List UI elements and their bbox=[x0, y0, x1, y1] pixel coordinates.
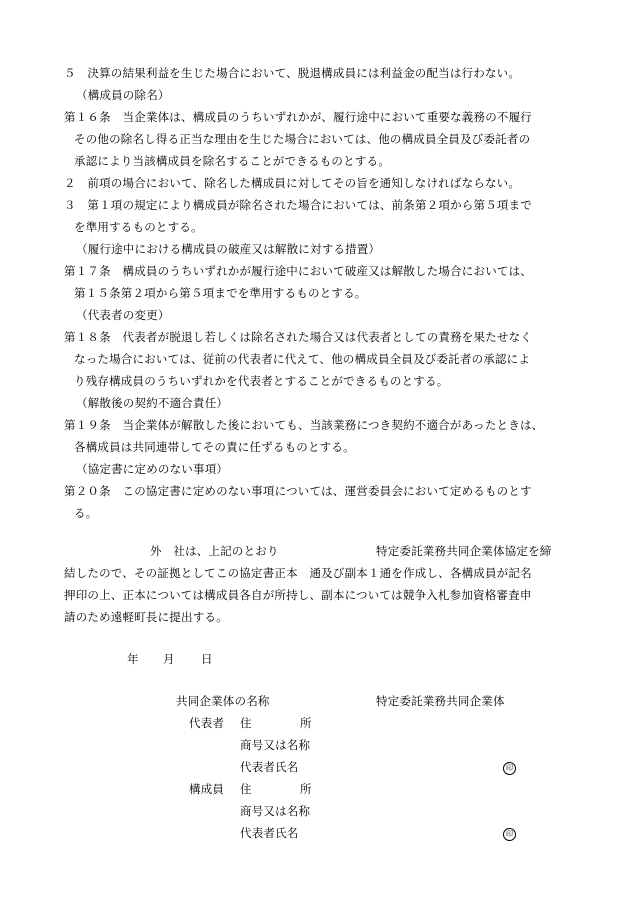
heading-article-16: （構成員の除名） bbox=[76, 88, 170, 102]
member-name-label: 代表者氏名 bbox=[240, 826, 299, 840]
member-address-label-b: 所 bbox=[300, 782, 312, 796]
date-day: 日 bbox=[201, 652, 213, 666]
representative-address-label-b: 所 bbox=[300, 716, 312, 730]
closing-line-3: 押印の上、正本については構成員各自が所持し、副本については競争入札参加資格審査申 bbox=[64, 588, 532, 602]
article-16-clause-3-line-2: を準用するものとする。 bbox=[74, 220, 203, 234]
article-18-line-3: り残存構成員のうちいずれかを代表者とすることができるものとする。 bbox=[74, 374, 449, 388]
article-16-line-1: 第１６条 当企業体は、構成員のうちいずれかが、履行途中において重要な義務の不履行 bbox=[64, 110, 532, 124]
heading-article-20: （協定書に定めのない事項） bbox=[76, 462, 229, 476]
closing-line-1a: 外 社は、上記のとおり bbox=[150, 544, 279, 558]
article-17-line-1: 第１７条 構成員のうちいずれかが履行途中において破産又は解散した場合においては、 bbox=[64, 264, 532, 278]
heading-article-18: （代表者の変更） bbox=[76, 308, 170, 322]
closing-line-4: 請のため遠軽町長に提出する。 bbox=[64, 610, 228, 624]
jv-name-label: 共同企業体の名称 bbox=[176, 694, 270, 708]
closing-line-1b: 特定委託業務共同企業体協定を締 bbox=[376, 544, 552, 558]
article-19-line-2: 各構成員は共同連帯してその責に任ずるものとする。 bbox=[74, 440, 355, 454]
article-20-line-2: る。 bbox=[74, 506, 98, 520]
heading-article-19: （解散後の契約不適合責任） bbox=[76, 396, 229, 410]
article-16-clause-2: ２ 前項の場合において、除名した構成員に対してその旨を通知しなければならない。 bbox=[64, 176, 521, 190]
article-18-line-2: なった場合においては、従前の代表者に代えて、他の構成員全員及び委託者の承認によ bbox=[74, 352, 531, 366]
member-company-label: 商号又は名称 bbox=[240, 804, 311, 818]
jv-name-value: 特定委託業務共同企業体 bbox=[376, 694, 505, 708]
article-16-line-3: 承認により当該構成員を除名することができるものとする。 bbox=[74, 154, 390, 168]
date-month: 月 bbox=[163, 652, 175, 666]
representative-seal-mark: 印 bbox=[503, 762, 516, 775]
date-year: 年 bbox=[127, 652, 139, 666]
representative-label: 代表者 bbox=[189, 716, 225, 730]
article-16-clause-3-line-1: ３ 第１項の規定により構成員が除名された場合においては、前条第２項から第５項まで bbox=[64, 198, 532, 212]
clause-5: ５ 決算の結果利益を生じた場合において、脱退構成員には利益金の配当は行わない。 bbox=[64, 66, 521, 80]
representative-company-label: 商号又は名称 bbox=[240, 738, 311, 752]
article-18-line-1: 第１８条 代表者が脱退し若しくは除名された場合又は代表者としての責務を果たせなく bbox=[64, 330, 532, 344]
article-16-line-2: その他の除名し得る正当な理由を生じた場合においては、他の構成員全員及び委託者の bbox=[74, 132, 531, 146]
representative-address-label-a: 住 bbox=[240, 716, 252, 730]
closing-line-2: 結したので、その証拠としてこの協定書正本 通及び副本１通を作成し、各構成員が記名 bbox=[64, 566, 532, 580]
article-17-line-2: 第１５条第２項から第５項までを準用するものとする。 bbox=[74, 286, 367, 300]
member-address-label-a: 住 bbox=[240, 782, 252, 796]
representative-name-label: 代表者氏名 bbox=[240, 760, 299, 774]
heading-article-17: （履行途中における構成員の破産又は解散に対する措置） bbox=[76, 242, 381, 256]
member-label: 構成員 bbox=[189, 782, 225, 796]
article-19-line-1: 第１９条 当企業体が解散した後においても、当該業務につき契約不適合があったときは、 bbox=[64, 418, 544, 432]
article-20-line-1: 第２０条 この協定書に定めのない事項については、運営委員会において定めるものとす bbox=[64, 484, 532, 498]
member-seal-mark: 印 bbox=[503, 828, 516, 841]
